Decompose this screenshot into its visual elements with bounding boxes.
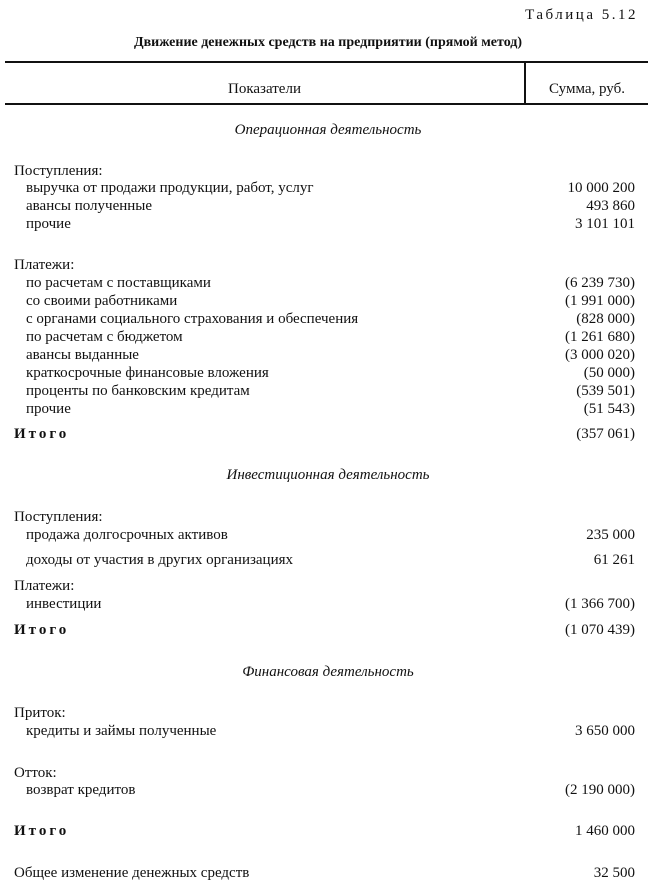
row-label: кредиты и займы полученные <box>26 723 217 739</box>
operating-total-value: (357 061) <box>576 426 635 442</box>
row-value: 493 860 <box>586 198 635 214</box>
header-bottom-rule <box>5 103 648 105</box>
table-title: Движение денежных средств на предприятии (прямой метод) <box>133 35 523 50</box>
row-value: 10 000 200 <box>567 180 635 196</box>
row-label: прочие <box>26 401 71 417</box>
row-value: (6 239 730) <box>565 275 635 291</box>
header-sum: Сумма, руб. <box>549 81 625 97</box>
operating-payments-label: Платежи: <box>14 257 75 273</box>
investing-total-value: (1 070 439) <box>565 622 635 638</box>
financing-outflow-label: Отток: <box>14 765 57 781</box>
overall-change-label: Общее изменение денежных средств <box>14 865 250 881</box>
section-heading-financing: Финансовая деятельность <box>242 664 414 680</box>
row-label: продажа долгосрочных активов <box>26 527 228 543</box>
overall-change-value: 32 500 <box>593 865 635 881</box>
row-value: (828 000) <box>576 311 635 327</box>
operating-total-label: Итого <box>14 426 70 442</box>
row-label: по расчетам с бюджетом <box>26 329 183 345</box>
row-value: (1 366 700) <box>565 596 635 612</box>
row-value: 61 261 <box>593 552 635 568</box>
row-value: (2 190 000) <box>565 782 635 798</box>
row-value: (1 261 680) <box>565 329 635 345</box>
header-top-rule <box>5 61 648 63</box>
row-label: прочие <box>26 216 71 232</box>
investing-receipts-label: Поступления: <box>14 509 103 525</box>
row-label: инвестиции <box>26 596 102 612</box>
row-value: (51 543) <box>583 401 635 417</box>
row-value: 235 000 <box>586 527 635 543</box>
investing-payments-label: Платежи: <box>14 578 75 594</box>
investing-total-label: Итого <box>14 622 70 638</box>
row-value: (1 991 000) <box>565 293 635 309</box>
row-label: выручка от продажи продукции, работ, услуг <box>26 180 314 196</box>
row-label: с органами социального страхования и обеспечения <box>26 311 359 327</box>
row-label: доходы от участия в других организациях <box>26 552 294 568</box>
section-heading-investing: Инвестиционная деятельность <box>226 467 430 483</box>
financing-inflow-label: Приток: <box>14 705 66 721</box>
row-label: проценты по банковским кредитам <box>26 383 250 399</box>
row-label: по расчетам с поставщиками <box>26 275 211 291</box>
row-label: возврат кредитов <box>26 782 136 798</box>
row-value: 3 650 000 <box>575 723 635 739</box>
operating-receipts-label: Поступления: <box>14 163 103 179</box>
row-label: со своими работниками <box>26 293 178 309</box>
financing-total-label: Итого <box>14 823 70 839</box>
row-value: 3 101 101 <box>575 216 635 232</box>
row-label: авансы полученные <box>26 198 153 214</box>
financing-total-value: 1 460 000 <box>575 823 635 839</box>
row-label: краткосрочные финансовые вложения <box>26 365 269 381</box>
row-label: авансы выданные <box>26 347 139 363</box>
row-value: (539 501) <box>576 383 635 399</box>
header-indicators: Показатели <box>228 81 301 97</box>
table-number: Таблица 5.12 <box>525 7 638 23</box>
row-value: (50 000) <box>583 365 635 381</box>
row-value: (3 000 020) <box>565 347 635 363</box>
section-heading-operating: Операционная деятельность <box>234 122 422 138</box>
